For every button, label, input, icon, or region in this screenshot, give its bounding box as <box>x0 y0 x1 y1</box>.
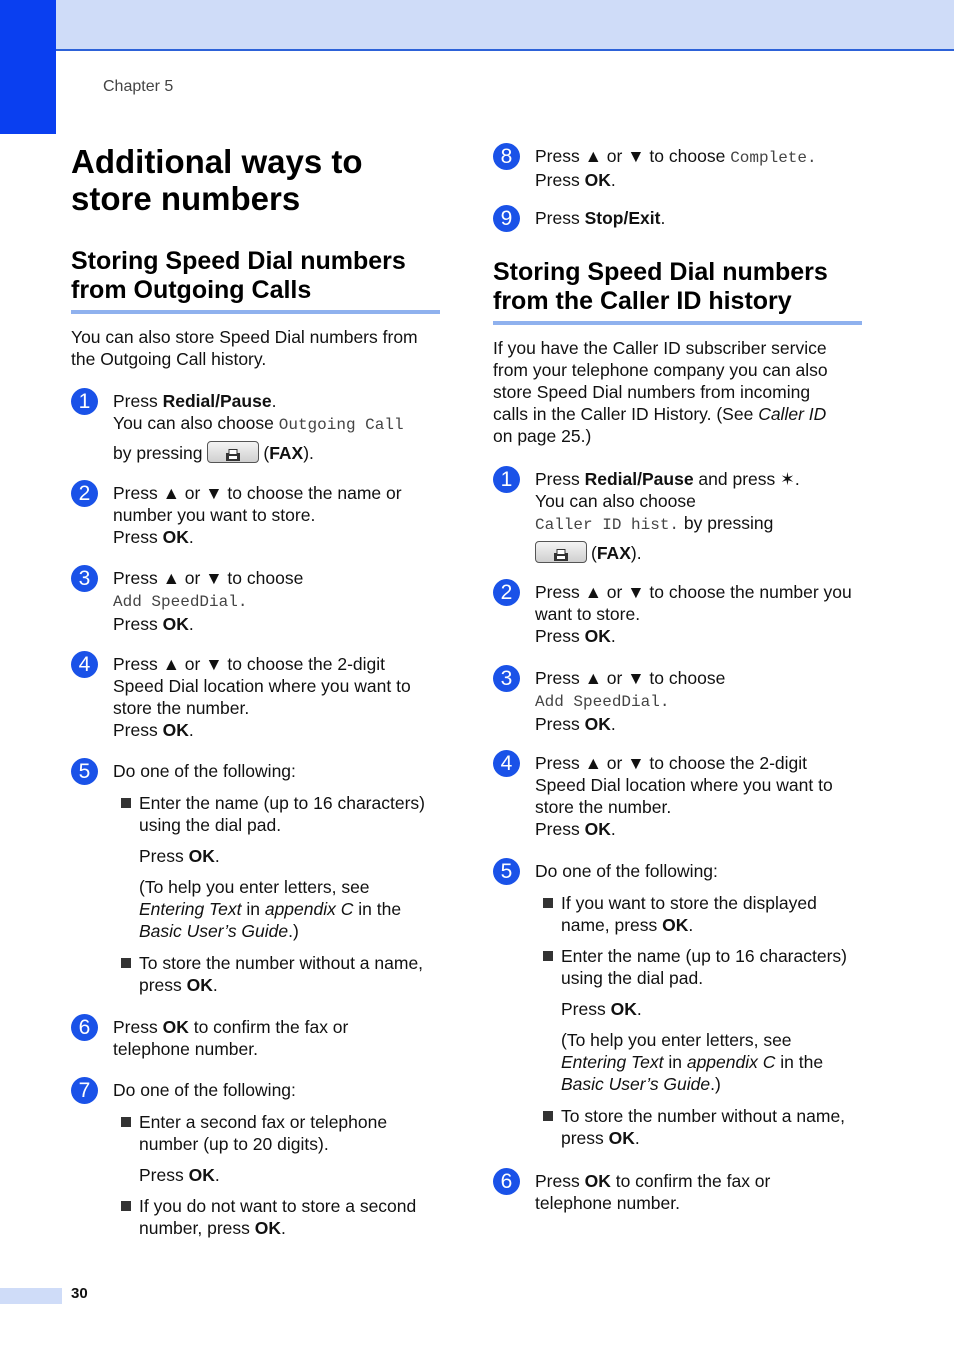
step-number: 2 <box>71 480 98 507</box>
section-heading-callerid: Storing Speed Dial numbers from the Caller ID history <box>493 258 828 315</box>
step-number: 3 <box>493 665 520 692</box>
page-title: Additional ways to store numbers <box>71 143 363 217</box>
down-arrow-icon: ▼ <box>205 483 223 503</box>
step-number: 3 <box>71 565 98 592</box>
down-arrow-icon: ▼ <box>627 146 645 166</box>
step-number: 6 <box>493 1168 520 1195</box>
bullet-enter-name: Enter the name (up to 16 characters) using the dial pad. <box>113 792 453 836</box>
intro-callerid: If you have the Caller ID subscriber service from your telephone company you can also store Speed Dial numbers from incoming calls in the Caller ID History. (See Caller ID on page 25.) <box>493 338 828 446</box>
step-number: 4 <box>493 750 520 777</box>
step-number: 6 <box>71 1014 98 1041</box>
fax-button-icon <box>207 441 259 463</box>
step-number: 1 <box>71 388 98 415</box>
step-number: 4 <box>71 651 98 678</box>
up-arrow-icon: ▲ <box>584 582 602 602</box>
chapter-label: Chapter 5 <box>103 78 174 95</box>
step-number: 7 <box>71 1077 98 1104</box>
up-arrow-icon: ▲ <box>584 668 602 688</box>
step-number: 8 <box>493 143 520 170</box>
bullet-enter-name: Enter the name (up to 16 characters) using the dial pad. <box>535 945 875 989</box>
bullet-no-name: To store the number without a name, press OK. <box>113 952 453 996</box>
down-arrow-icon: ▼ <box>627 668 645 688</box>
intro-outgoing: You can also store Speed Dial numbers from the Outgoing Call history. <box>71 327 418 369</box>
up-arrow-icon: ▲ <box>162 568 180 588</box>
down-arrow-icon: ▼ <box>627 753 645 773</box>
step-number: 9 <box>493 205 520 232</box>
fax-button-icon <box>535 541 587 563</box>
bullet-second-number: Enter a second fax or telephone number (up to 20 digits). <box>113 1111 453 1155</box>
up-arrow-icon: ▲ <box>162 654 180 674</box>
down-arrow-icon: ▼ <box>205 654 223 674</box>
chapter-tab <box>0 0 56 134</box>
bullet-no-second: If you do not want to store a second number, press OK. <box>113 1195 453 1239</box>
up-arrow-icon: ▲ <box>584 753 602 773</box>
heading-rule <box>71 310 440 314</box>
down-arrow-icon: ▼ <box>627 582 645 602</box>
up-arrow-icon: ▲ <box>162 483 180 503</box>
star-icon: ✶ <box>780 469 795 489</box>
page-tab <box>0 1288 62 1304</box>
page-number: 30 <box>71 1285 88 1302</box>
bullet-displayed-name: If you want to store the displayed name, press OK. <box>535 892 875 936</box>
heading-rule <box>493 321 862 325</box>
caller-id-link[interactable]: Caller ID <box>758 404 827 424</box>
up-arrow-icon: ▲ <box>584 146 602 166</box>
down-arrow-icon: ▼ <box>205 568 223 588</box>
section-heading-outgoing: Storing Speed Dial numbers from Outgoing Calls <box>71 247 406 304</box>
step-number: 1 <box>493 466 520 493</box>
step-number: 2 <box>493 579 520 606</box>
bullet-no-name: To store the number without a name, press OK. <box>535 1105 875 1149</box>
step-number: 5 <box>493 858 520 885</box>
header-band <box>0 0 954 51</box>
step-number: 5 <box>71 758 98 785</box>
